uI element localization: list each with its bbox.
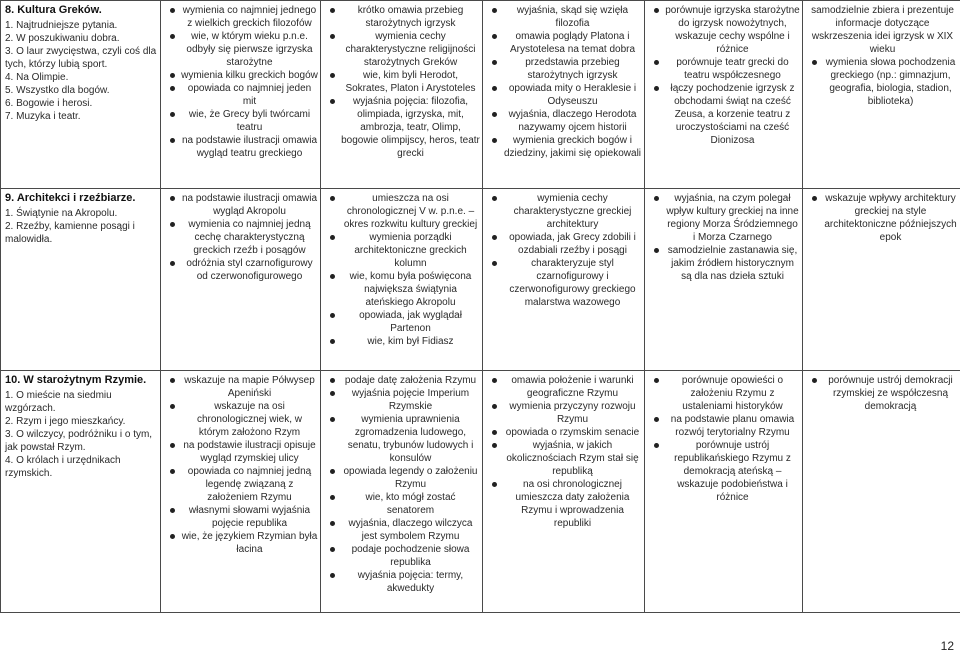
topic-list xyxy=(5,19,158,123)
list-item: opowiada o rzymskim senacie xyxy=(499,426,642,439)
list-item: charakteryzuje styl czarnofigurowy i czerwonofigurowy greckiego malarstwa wazowego xyxy=(499,257,642,309)
requirements-list xyxy=(649,374,800,504)
page-number: 12 xyxy=(940,639,954,653)
list-item: wyjaśnia pojęcie Imperium Rzymskie xyxy=(337,387,480,413)
list-item: wymienia porządki architektoniczne greckich kolumn xyxy=(337,231,480,270)
requirements-cell xyxy=(161,189,321,371)
list-item: podaje datę założenia Rzymu xyxy=(337,374,480,387)
list-item: wskazuje na mapie Półwysep Apeniński xyxy=(177,374,318,400)
requirements-list xyxy=(325,192,480,348)
list-item: wymienia uprawnienia zgromadzenia ludowego, senatu, trybunów ludowych i konsulów xyxy=(337,413,480,465)
list-item: na podstawie ilustracji omawia wygląd Akropolu xyxy=(177,192,318,218)
requirements-cell xyxy=(321,189,483,371)
requirements-cell xyxy=(803,371,960,613)
topic-list xyxy=(5,207,158,246)
topic-list xyxy=(5,389,158,480)
list-item: wymienia co najmniej jedną cechę charakterystyczną greckich rzeźb i posągów xyxy=(177,218,318,257)
list-item: przedstawia przebieg starożytnych igrzysk xyxy=(499,56,642,82)
section-heading: 9. Architekci i rzeźbiarze. xyxy=(5,192,136,204)
requirements-list xyxy=(649,192,800,283)
topic-item: 2. Rzym i jego mieszkańcy. xyxy=(5,416,126,427)
list-item: wyjaśnia, w jakich okolicznościach Rzym stał się republiką xyxy=(499,439,642,478)
requirements-cell xyxy=(645,1,803,189)
list-item: wie, że Grecy byli twórcami teatru xyxy=(177,108,318,134)
requirements-cell xyxy=(803,1,960,189)
requirements-list xyxy=(807,374,958,413)
requirements-list xyxy=(325,4,480,160)
list-item: wyjaśnia, dlaczego Herodota nazywamy ojcem historii xyxy=(499,108,642,134)
requirements-list xyxy=(807,56,958,108)
section-heading: 10. W starożytnym Rzymie. xyxy=(5,374,147,386)
list-item: wyjaśnia pojęcia: filozofia, olimpiada, igrzyska, mit, ambrozja, teatr, Olimp, bogowie olimpijscy, heros, teatr grecki xyxy=(337,95,480,160)
list-item: porównuje teatr grecki do teatru współczesnego xyxy=(661,56,800,82)
list-item: porównuje igrzyska starożytne do igrzysk nowożytnych, wskazuje cechy wspólne i różnice xyxy=(661,4,800,56)
list-item: porównuje opowieści o założeniu Rzymu z ustaleniami historyków xyxy=(661,374,800,413)
topic-item: 3. O laur zwycięstwa, czyli coś dla tych, którzy lubią sport. xyxy=(5,46,157,70)
requirements-list xyxy=(487,4,642,160)
topic-item: 4. O królach i urzędnikach rzymskich. xyxy=(5,455,121,479)
list-item: wymienia co najmniej jednego z wielkich greckich filozofów xyxy=(177,4,318,30)
list-item: opowiada legendy o założeniu Rzymu xyxy=(337,465,480,491)
requirements-cell xyxy=(483,371,645,613)
list-item: wyjaśnia, dlaczego wilczyca jest symbolem Rzymu xyxy=(337,517,480,543)
list-item: na podstawie ilustracji omawia wygląd teatru greckiego xyxy=(177,134,318,160)
list-item: wymienia cechy charakterystyczne religijności starożytnych Greków xyxy=(337,30,480,69)
topic-item: 5. Wszystko dla bogów. xyxy=(5,85,110,96)
list-item: na podstawie ilustracji opisuje wygląd rzymskiej ulicy xyxy=(177,439,318,465)
list-item: wyjaśnia pojęcia: termy, akwedukty xyxy=(337,569,480,595)
requirements-list xyxy=(325,374,480,595)
list-item: omawia położenie i warunki geograficzne Rzymu xyxy=(499,374,642,400)
table-row xyxy=(1,371,960,613)
extra-text: samodzielnie zbiera i prezentuje informacje dotyczące wskrzeszenia idei igrzysk w XIX wieku xyxy=(811,5,954,55)
topic-item: 1. Świątynie na Akropolu. xyxy=(5,208,118,219)
section-heading: 8. Kultura Greków. xyxy=(5,4,102,16)
requirements-list xyxy=(165,374,318,556)
list-item: odróżnia styl czarnofigurowy od czerwonofigurowego xyxy=(177,257,318,283)
list-item: wskazuje na osi chronologicznej wiek, w którym założono Rzym xyxy=(177,400,318,439)
list-item: opowiada, jak wyglądał Partenon xyxy=(337,309,480,335)
requirements-cell xyxy=(161,371,321,613)
list-item: wie, że językiem Rzymian była łacina xyxy=(177,530,318,556)
list-item: wyjaśnia, skąd się wzięła filozofia xyxy=(499,4,642,30)
requirements-cell xyxy=(645,371,803,613)
list-item: wskazuje wpływy architektury greckiej na style architektoniczne późniejszych epok xyxy=(819,192,958,244)
list-item: opowiada co najmniej jedną legendę związaną z założeniem Rzymu xyxy=(177,465,318,504)
list-item: własnymi słowami wyjaśnia pojęcie republika xyxy=(177,504,318,530)
requirements-list xyxy=(487,374,642,530)
list-item: wie, komu była poświęcona największa świątynia ateńskiego Akropolu xyxy=(337,270,480,309)
list-item: na osi chronologicznej umieszcza daty założenia Rzymu i wprowadzenia republiki xyxy=(499,478,642,530)
requirements-list xyxy=(487,192,642,309)
list-item: wyjaśnia, na czym polegał wpływ kultury greckiej na inne regiony Morza Śródziemnego i Morza Czarnego xyxy=(661,192,800,244)
requirements-list xyxy=(165,4,318,160)
list-item: wie, kim był Fidiasz xyxy=(337,335,480,348)
list-item: wie, kto mógł zostać senatorem xyxy=(337,491,480,517)
list-item: omawia poglądy Platona i Arystotelesa na temat dobra xyxy=(499,30,642,56)
list-item: podaje pochodzenie słowa republika xyxy=(337,543,480,569)
requirements-cell xyxy=(483,1,645,189)
requirements-list xyxy=(649,4,800,147)
list-item: wie, kim byli Herodot, Sokrates, Platon i Arystoteles xyxy=(337,69,480,95)
requirements-cell xyxy=(321,371,483,613)
topic-cell xyxy=(1,189,161,371)
list-item: wymienia kilku greckich bogów xyxy=(177,69,318,82)
topic-item: 2. W poszukiwaniu dobra. xyxy=(5,33,120,44)
list-item: wymienia cechy charakterystyczne greckiej architektury xyxy=(499,192,642,231)
table-row xyxy=(1,189,960,371)
requirements-list xyxy=(807,192,958,244)
list-item: umieszcza na osi chronologicznej V w. p.n.e. – okres rozkwitu kultury greckiej xyxy=(337,192,480,231)
list-item: wymienia słowa pochodzenia greckiego (np.: gimnazjum, geografia, biologia, stadion, biblioteka) xyxy=(819,56,958,108)
topic-item: 1. O mieście na siedmiu wzgórzach. xyxy=(5,390,112,414)
list-item: porównuje ustrój republikańskiego Rzymu z demokracją ateńską – wskazuje podobieństwa i różnice xyxy=(661,439,800,504)
topic-item: 4. Na Olimpie. xyxy=(5,72,69,83)
topic-item: 6. Bogowie i herosi. xyxy=(5,98,93,109)
topic-item: 1. Najtrudniejsze pytania. xyxy=(5,20,118,31)
list-item: opowiada mity o Heraklesie i Odyseuszu xyxy=(499,82,642,108)
requirements-cell xyxy=(161,1,321,189)
list-item: krótko omawia przebieg starożytnych igrzysk xyxy=(337,4,480,30)
topic-cell xyxy=(1,371,161,613)
list-item: opowiada co najmniej jeden mit xyxy=(177,82,318,108)
list-item: wie, w którym wieku p.n.e. odbyły się pierwsze igrzyska starożytne xyxy=(177,30,318,69)
list-item: łączy pochodzenie igrzysk z obchodami świąt na cześć Zeusa, a korzenie teatru z uroczystościami na cześć Dionizosa xyxy=(661,82,800,147)
list-item: wymienia przyczyny rozwoju Rzymu xyxy=(499,400,642,426)
list-item: na podstawie planu omawia rozwój terytorialny Rzymu xyxy=(661,413,800,439)
list-item: opowiada, jak Grecy zdobili i ozdabiali rzeźby i posągi xyxy=(499,231,642,257)
topic-cell xyxy=(1,1,161,189)
topic-item: 7. Muzyka i teatr. xyxy=(5,111,81,122)
requirements-cell xyxy=(483,189,645,371)
list-item: wymienia greckich bogów i dziedziny, jakimi się opiekowali xyxy=(499,134,642,160)
topic-item: 3. O wilczycy, podróżniku i o tym, jak powstał Rzym. xyxy=(5,429,153,453)
requirements-list xyxy=(165,192,318,283)
list-item: samodzielnie zastanawia się, jakim źródłem historycznym są dla nas dzieła sztuki xyxy=(661,244,800,283)
requirements-cell xyxy=(803,189,960,371)
list-item: porównuje ustrój demokracji rzymskiej ze współczesną demokracją xyxy=(819,374,958,413)
requirements-cell xyxy=(321,1,483,189)
table-row xyxy=(1,1,960,189)
requirements-cell xyxy=(645,189,803,371)
topic-item: 2. Rzeźby, kamienne posągi i malowidła. xyxy=(5,221,135,245)
